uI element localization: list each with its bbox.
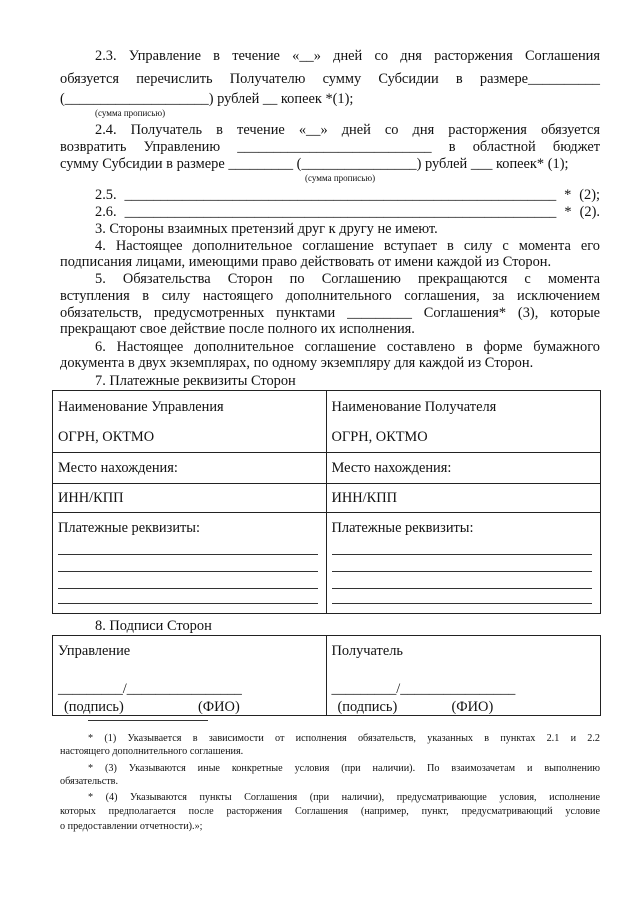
para-2-5: 2.5. ____________________________________________________________ * (2); [95, 187, 600, 203]
footnote-3-line-3: о предоставлении отчетности).»; [60, 821, 203, 832]
recipient-signature-labels [332, 699, 601, 715]
para-5-line-1: 5. Обязательства Сторон по Соглашению прекращаются с момента [95, 271, 600, 287]
footnote-2-line-2: обязательств. [60, 776, 119, 787]
requisites-cell-right-inn [326, 484, 601, 513]
sum-in-words-note-2: (сумма прописью) [305, 173, 376, 183]
para-2-3-line-3: (____________________) рублей __ копеек *(1); [60, 91, 354, 107]
recipient-payment-label: Платежные реквизиты: [331, 520, 474, 536]
requisites-cell-right-name [326, 391, 601, 453]
para-2-3-line-1: 2.3. Управление в течение «__» дней со дня расторжения Соглашения [95, 48, 600, 64]
para-2-4-line-1: 2.4. Получатель в течение «__» дней со дня расторжения обязуется [95, 122, 600, 138]
recipient-signature-line: _________/________________ [331, 681, 516, 697]
requisites-cell-right-payment [326, 513, 601, 614]
footnote-2-line-1: * (3) Указываются иные конкретные условия (при наличии). По взаимозачетам и выполнению [88, 763, 600, 774]
footnote-3-line-1: * (4) Указываются пункты Соглашения (при наличии), предусматривающие условия, исполнение [88, 792, 600, 803]
footnote-separator [88, 720, 208, 721]
footnote-1-line-1: * (1) Указывается в зависимости от исполнения обязательств, указанных в пунктах 2.1 и 2.2 [88, 733, 600, 744]
recipient-payment-line-3 [332, 588, 593, 589]
sum-in-words-note-1: (сумма прописью) [95, 108, 166, 118]
footnote-1-line-2: настоящего дополнительного соглашения. [60, 746, 244, 757]
recipient-payment-line-4 [332, 603, 593, 604]
para-3: 3. Стороны взаимных претензий друг к другу не имеют. [95, 221, 438, 237]
recipient-location-label: Место нахождения: [331, 460, 452, 476]
management-signature-labels [58, 699, 326, 715]
management-location-label: Место нахождения: [58, 460, 178, 476]
requisites-cell-left-payment [53, 513, 327, 614]
management-name-label: Наименование Управления [58, 399, 224, 415]
para-4-line-2: подписания лицами, имеющими право действовать от имени каждой из Сторон. [60, 254, 552, 270]
recipient-name-label: Наименование Получателя [331, 399, 497, 415]
signature-cell-management [53, 636, 327, 716]
requisites-cell-left-name [53, 391, 327, 453]
recipient-payment-line-2 [332, 571, 593, 572]
signature-cell-recipient [326, 636, 601, 716]
requisites-cell-right-location [326, 453, 601, 484]
para-6-line-2: документа в двух экземплярах, по одному экземпляру для каждой из Сторон. [60, 355, 534, 371]
para-4-line-1: 4. Настоящее дополнительное соглашение вступает в силу с момента его [95, 238, 600, 254]
management-payment-line-1 [58, 554, 318, 555]
signatures-table [52, 635, 601, 716]
para-5-line-2: вступления в силу настоящего дополнительного соглашения, за исключением [60, 288, 600, 304]
para-2-3-line-2: обязуется перечислить Получателю сумму Субсидии в размере__________ [60, 71, 600, 87]
recipient-fio-label: (ФИО) [451, 699, 494, 715]
management-fio-label: (ФИО) [198, 699, 240, 715]
recipient-payment-line-1 [332, 554, 593, 555]
para-6-line-1: 6. Настоящее дополнительное соглашение составлено в форме бумажного [95, 339, 600, 355]
management-signature-line: _________/________________ [58, 681, 242, 697]
recipient-sign-label: (подпись) [337, 699, 398, 715]
recipient-ogrn-label: ОГРН, ОКТМО [331, 429, 428, 445]
requisites-cell-left-location [53, 453, 327, 484]
management-payment-line-4 [58, 603, 318, 604]
requisites-cell-left-inn [53, 484, 327, 513]
para-2-4-line-3: сумму Субсидии в размере _________ (________________) рублей ___ копеек* (1); [60, 156, 569, 172]
para-5-line-3: обязательств, предусмотренных пунктами _________ Соглашения* (3), которые [60, 305, 600, 321]
footnote-3-line-2: которых предполагается после расторжения Соглашения (например, пункт, предусматривающий условие [60, 806, 600, 817]
management-sign-label: (подпись) [64, 699, 124, 715]
management-payment-label: Платежные реквизиты: [58, 520, 200, 536]
requisites-table [52, 390, 601, 614]
recipient-inn-label: ИНН/КПП [331, 490, 398, 506]
section-7-title: 7. Платежные реквизиты Сторон [95, 373, 296, 389]
para-2-6: 2.6. ____________________________________________________________ * (2). [95, 204, 600, 220]
management-signature-title: Управление [58, 643, 131, 659]
para-2-4-line-2: возвратить Управлению ___________________________ в областной бюджет [60, 139, 600, 155]
recipient-signature-title: Получатель [331, 643, 403, 659]
section-8-title: 8. Подписи Сторон [95, 618, 212, 634]
management-inn-label: ИНН/КПП [58, 490, 124, 506]
para-5-line-4: прекращают свое действие после полного их исполнения. [60, 321, 415, 337]
management-ogrn-label: ОГРН, ОКТМО [58, 429, 155, 445]
management-payment-line-3 [58, 588, 318, 589]
management-payment-line-2 [58, 571, 318, 572]
